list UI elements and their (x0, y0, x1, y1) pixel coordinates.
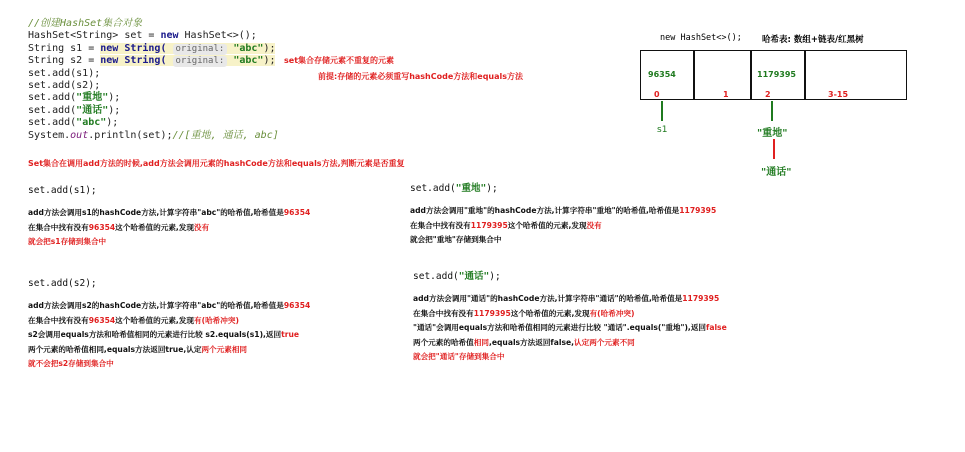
code-text: set.add( (28, 117, 77, 129)
index-3-15: 3-15 (828, 90, 849, 99)
code-string: "通话" (458, 271, 490, 282)
row-text: 在集合中找有没有 (28, 222, 89, 232)
code-keyword: new String( (100, 55, 167, 67)
row-text: add方法会调用s1的hashCode方法,计算字符串"abc"的哈希值,哈希值是 (28, 208, 284, 217)
hash-value: 96354 (88, 222, 116, 232)
row-text: set.add( (410, 183, 456, 194)
code-text: String s2 = (28, 55, 101, 67)
result-text: true (281, 330, 300, 339)
hash-table (640, 50, 907, 100)
code-text: set.add( (28, 104, 77, 116)
cell-divider (750, 51, 752, 99)
code-comment: //[重地, 通话, abc] (172, 129, 279, 141)
code-text: ); (108, 92, 121, 104)
hash-value: 1179395 (470, 220, 508, 230)
bucket-2-value: 1179395 (757, 70, 796, 79)
cell-divider (693, 51, 695, 99)
row-text: ); (489, 271, 501, 282)
code-keyword: new (160, 30, 179, 42)
note-no-duplicates: set集合存储元素不重复的元素 (284, 56, 395, 65)
result-text: 没有 (194, 222, 210, 232)
block-row (28, 314, 310, 329)
result-text: 没有 (586, 220, 602, 230)
code-string: "abc" (233, 55, 264, 67)
node-s1: s1 (657, 125, 668, 135)
block-row (28, 206, 310, 221)
code-highlight (100, 43, 275, 54)
index-2: 2 (765, 90, 771, 99)
hash-value: 1179395 (473, 308, 511, 318)
row-text: 在集合中找有没有 (28, 315, 89, 325)
new-hashset-label: new HashSet<>(); (660, 33, 742, 43)
link-line (773, 139, 775, 159)
code-text: ); (263, 42, 276, 54)
explain-block-tonghua (413, 270, 727, 365)
code-field: out (70, 129, 89, 141)
code-snippet (28, 18, 279, 142)
link-line (661, 101, 663, 121)
code-comment: //创建HashSet集合对象 (28, 18, 143, 29)
code-string: "重地" (76, 92, 109, 104)
link-line (771, 101, 773, 121)
row-text: ); (486, 183, 498, 194)
param-hint: original: (173, 44, 228, 55)
row-text: set.add( (413, 271, 459, 282)
result-text: 认定两个元素不同 (574, 337, 635, 347)
row-text: s2会调用equals方法和哈希值相同的元素进行比较 s2.equals(s1),返回 (28, 330, 282, 339)
code-keyword: new String( (100, 42, 167, 54)
row-text: add方法会调用"通话"的hashCode方法,计算字符串"通话"的哈希值,哈希值是 (413, 294, 683, 303)
hash-value: 96354 (88, 315, 116, 325)
code-line-1 (28, 30, 279, 42)
block-row (410, 219, 716, 234)
code-line-5: set.add(s2); (28, 79, 101, 91)
block-title: set.add(s2); (28, 278, 97, 289)
code-line-4: set.add(s1); (28, 67, 101, 79)
block-title (413, 270, 727, 292)
code-line-6 (28, 92, 279, 104)
block-row (28, 299, 310, 314)
code-highlight (100, 55, 275, 66)
row-text: 这个哈希值的元素,发现 (115, 222, 194, 232)
row-text: 在集合中找有没有 (410, 220, 471, 230)
row-text: ,equals方法返回false, (488, 337, 575, 347)
index-0: 0 (654, 90, 660, 99)
code-line-8 (28, 117, 279, 129)
block-row (413, 336, 727, 351)
node-zhongdi: "重地" (757, 128, 788, 139)
row-text: 在集合中找有没有 (413, 308, 474, 318)
row-text: add方法会调用s2的hashCode方法,计算字符串"abc"的哈希值,哈希值是 (28, 301, 284, 310)
hash-value: 96354 (283, 208, 311, 217)
node-tonghua: "通话" (761, 167, 792, 178)
index-1: 1 (723, 90, 729, 99)
block-row: 就会把s1存储到集合中 (28, 237, 107, 246)
code-string: "abc" (76, 117, 107, 129)
code-text: set.add( (28, 92, 77, 104)
result-text: 有(哈希冲突) (194, 315, 239, 325)
code-text: ); (108, 104, 121, 116)
code-text: ); (106, 117, 119, 129)
block-title (410, 182, 716, 204)
block-row: 就会把"重地"存储到集合中 (410, 235, 502, 244)
cell-divider (804, 51, 806, 99)
row-text: add方法会调用"重地"的hashCode方法,计算字符串"重地"的哈希值,哈希值是 (410, 206, 680, 215)
bucket-0-value: 96354 (648, 70, 676, 79)
hash-table-desc: 哈希表: 数组+链表/红黑树 (762, 35, 864, 45)
code-text: HashSet<>(); (178, 30, 257, 42)
code-text: String s1 = (28, 42, 101, 54)
block-row: 就会把"通话"存储到集合中 (413, 352, 505, 361)
row-text: 这个哈希值的元素,发现 (510, 308, 590, 318)
block-row (413, 307, 727, 322)
explain-block-s1 (28, 184, 310, 250)
explain-block-s2 (28, 277, 310, 372)
code-string: "重地" (455, 183, 487, 194)
row-text: 这个哈希值的元素,发现 (507, 220, 587, 230)
hash-value: 96354 (283, 301, 311, 310)
code-line-2 (28, 43, 279, 55)
result-text: 相同 (473, 337, 489, 347)
block-row (28, 328, 310, 343)
hash-value: 1179395 (679, 206, 717, 215)
row-text: 两个元素的哈希值相同,equals方法返回true,认定 (28, 344, 202, 354)
code-text: System. (28, 129, 71, 141)
block-title: set.add(s1); (28, 185, 97, 196)
code-string: "通话" (76, 104, 109, 116)
code-line-9 (28, 130, 279, 142)
hash-value: 1179395 (682, 294, 720, 303)
explain-block-zhongdi (410, 182, 716, 248)
code-text: ); (263, 55, 276, 67)
block-row (413, 292, 727, 307)
code-string: "abc" (233, 42, 264, 54)
result-text: 有(哈希冲突) (589, 308, 635, 318)
block-row (28, 221, 310, 236)
row-text: "通话"会调用equals方法和哈希值相同的元素进行比较 "通话".equals("重地"),返回 (413, 323, 707, 332)
param-hint: original: (173, 56, 228, 67)
block-row (413, 321, 727, 336)
code-line-3 (28, 55, 279, 67)
row-text: 这个哈希值的元素,发现 (115, 315, 194, 325)
block-row (410, 204, 716, 219)
note-prerequisite: 前提:存储的元素必须重写hashCode方法和equals方法 (318, 72, 524, 81)
code-text: .println(set); (88, 129, 173, 141)
block-row: 就不会把s2存储到集合中 (28, 359, 114, 368)
row-text: 两个元素的哈希值 (413, 337, 474, 347)
note-add-process: Set集合在调用add方法的时候,add方法会调用元素的hashCode方法和equals方法,判断元素是否重复 (28, 159, 405, 168)
code-line-7 (28, 105, 279, 117)
code-text: HashSet<String> set = (28, 30, 161, 42)
block-row (28, 343, 310, 358)
result-text: false (706, 323, 727, 332)
result-text: 两个元素相同 (201, 344, 248, 354)
